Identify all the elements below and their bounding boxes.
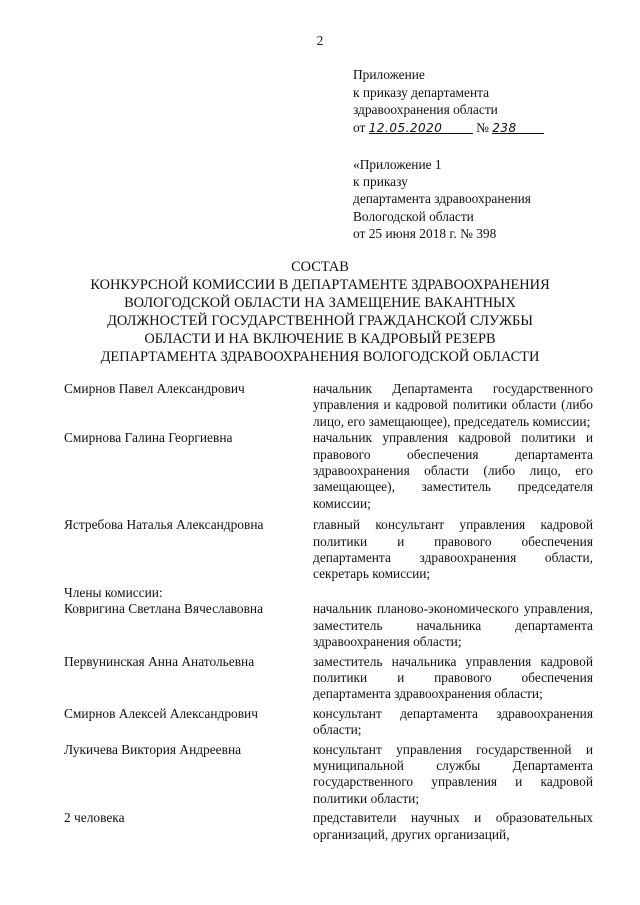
title-line: ДОЛЖНОСТЕЙ ГОСУДАРСТВЕННОЙ ГРАЖДАНСКОЙ СЛУЖБЫ <box>107 313 533 329</box>
member-name: Смирнов Алексей Александрович <box>64 705 258 721</box>
title-line: КОНКУРСНОЙ КОМИССИИ В ДЕПАРТАМЕНТЕ ЗДРАВООХРАНЕНИЯ <box>90 277 550 293</box>
member-role: консультант департамента здравоохранения области; <box>313 705 593 738</box>
member-role: заместитель начальника управления кадровой политики и правового обеспечения департамента здравоохранения области; <box>313 653 593 702</box>
commission-row <box>64 517 594 583</box>
commission-row <box>64 381 594 430</box>
member-role: начальник Департамента государственного управления и кадровой политики области (либо лицо, его замещающее), председатель комиссии; <box>313 381 593 429</box>
appendix-ref-line: департамента здравоохранения <box>353 191 531 207</box>
appendix-ref-line: от 25 июня 2018 г. № 398 <box>353 225 497 241</box>
page-number: 2 <box>316 33 324 48</box>
appendix-ref-line: «Приложение 1 <box>353 157 442 172</box>
member-name: Лукичева Виктория Андреевна <box>64 741 242 757</box>
member-name: Смирнова Галина Георгиевна <box>64 430 233 446</box>
appendix-line: здравоохранения области <box>353 102 498 117</box>
appendix-date-line <box>353 119 623 137</box>
member-role: представители научных и образовательных организаций, других организаций, <box>313 810 593 842</box>
commission-row <box>64 654 594 703</box>
appendix-line: Приложение <box>353 67 425 82</box>
appendix-line: к приказу департамента <box>353 84 490 100</box>
original-appendix-reference <box>353 156 623 242</box>
appendix-ref-line: Вологодской области <box>353 208 474 224</box>
appendix-ref-line: к приказу <box>353 174 408 190</box>
commission-row <box>64 430 594 512</box>
member-name: 2 человека <box>64 810 125 826</box>
title-line: ДЕПАРТАМЕНТА ЗДРАВООХРАНЕНИЯ ВОЛОГОДСКОЙ ОБЛАСТИ <box>100 349 540 365</box>
member-role: главный консультант управления кадровой политики и правового обеспечения департамента здравоохранения области, секретарь комиссии; <box>313 517 593 582</box>
title-line: ОБЛАСТИ И НА ВКЛЮЧЕНИЕ В КАДРОВЫЙ РЕЗЕРВ <box>144 331 496 347</box>
number-field <box>492 119 544 134</box>
appendix-header <box>353 66 623 136</box>
commission-row <box>64 706 594 739</box>
member-role: начальник планово-экономического управления, заместитель начальника департамента здравоохранения области; <box>313 601 593 650</box>
document-title <box>48 258 592 366</box>
title-line: ВОЛОГОДСКОЙ ОБЛАСТИ НА ЗАМЕЩЕНИЕ ВАКАНТНЫХ <box>124 295 516 311</box>
member-role: начальник управления кадровой политики и правового обеспечения департамента здравоохранения области (либо лицо, его замещающее), заместитель председателя комиссии; <box>313 430 593 511</box>
title-line: СОСТАВ <box>291 259 349 275</box>
member-name: Первунинская Анна Анатольевна <box>64 653 255 669</box>
commission-row <box>64 742 594 808</box>
member-role: консультант управления государственной и муниципальной службы Департамента государственного управления и кадровой политики области; <box>313 741 593 806</box>
members-heading: Члены комиссии: <box>64 584 163 600</box>
member-name: Смирнов Павел Александрович <box>64 381 245 396</box>
handwritten-date: 12.05.2020 <box>368 120 443 135</box>
member-name: Ковригина Светлана Вячеславовна <box>64 601 264 617</box>
number-prefix: № <box>476 119 489 135</box>
member-name: Ястребова Наталья Александровна <box>64 517 264 533</box>
commission-row <box>64 601 594 650</box>
date-prefix: от <box>353 119 366 135</box>
handwritten-number: 238 <box>492 120 517 135</box>
date-field <box>369 119 473 134</box>
commission-row <box>64 810 594 843</box>
commission-list <box>64 381 594 843</box>
